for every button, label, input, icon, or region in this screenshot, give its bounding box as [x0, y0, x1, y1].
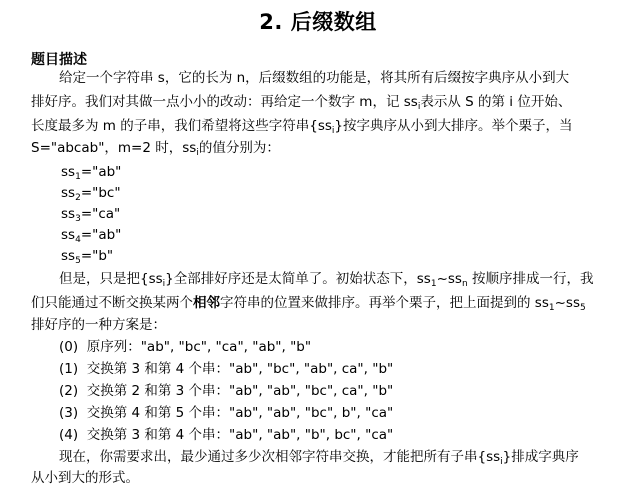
ss-value: $ss_3="ca$" — [61, 206, 121, 224]
para2-line1: 但是，只是把$\{ss_i\}$全部排好序还是太简单了。初始状态下，$ss_1\sim ss_n$ 按顺序排成一行，我 — [59, 271, 594, 289]
para2-line2: 们只能通过不断交换某两个相邻字符串的位置来做排序。再举个栗子，把上面提到的 $ss_1\sim ss_5$ — [31, 295, 586, 313]
ss-value: $ss_4="ab$" — [61, 227, 122, 245]
para1-line4: S="abcab"，m=2 时，$ss_i$的值分别为： — [31, 140, 280, 158]
para2-line3: 排好序的一种方案是： — [31, 317, 166, 333]
para1-line3: 长度最多为 m 的子串，我们希望将这些字符串$\{ss_i\}$按字典序从小到大排序。举个栗子，当 — [31, 118, 573, 136]
step-item: (2) 交换第 2 和第 3 个串："ab", "ab", "bc", ca", "b" — [59, 383, 394, 399]
step-item: (1) 交换第 3 和第 4 个串："ab", "bc", "ab", ca", "b" — [59, 361, 394, 377]
para3-line2: 从小到大的形式。 — [31, 470, 139, 486]
step-item: (3) 交换第 4 和第 5 个串："ab", "ab", "bc", b", "ca" — [59, 405, 394, 421]
section-heading: 题目描述 — [31, 52, 87, 68]
page-title: 2. 后缀数组 — [259, 10, 377, 34]
step-item: (0) 原序列："ab", "bc", "ca", "ab", "b" — [59, 339, 312, 355]
para1-line2: 排好序。我们对其做一点小小的改动：再给定一个数字 m，记 $ss_i$表示从 S 的第 i 位开始、 — [31, 94, 572, 112]
ss-value: $ss_1="ab$" — [61, 164, 122, 182]
ss-value: $ss_2="bc$" — [61, 185, 121, 203]
step-item: (4) 交换第 3 和第 4 个串："ab", "ab", "b", bc", "ca" — [59, 427, 394, 443]
para1-line1: 给定一个字符串 s，它的长为 n，后缀数组的功能是，将其所有后缀按字典序从小到大 — [59, 70, 570, 86]
para3-line1: 现在，你需要求出，最少通过多少次相邻字符串交换，才能把所有子串$\{ss_i\}$排成字典序 — [59, 449, 579, 467]
ss-value: $ss_5="b$" — [61, 248, 114, 266]
